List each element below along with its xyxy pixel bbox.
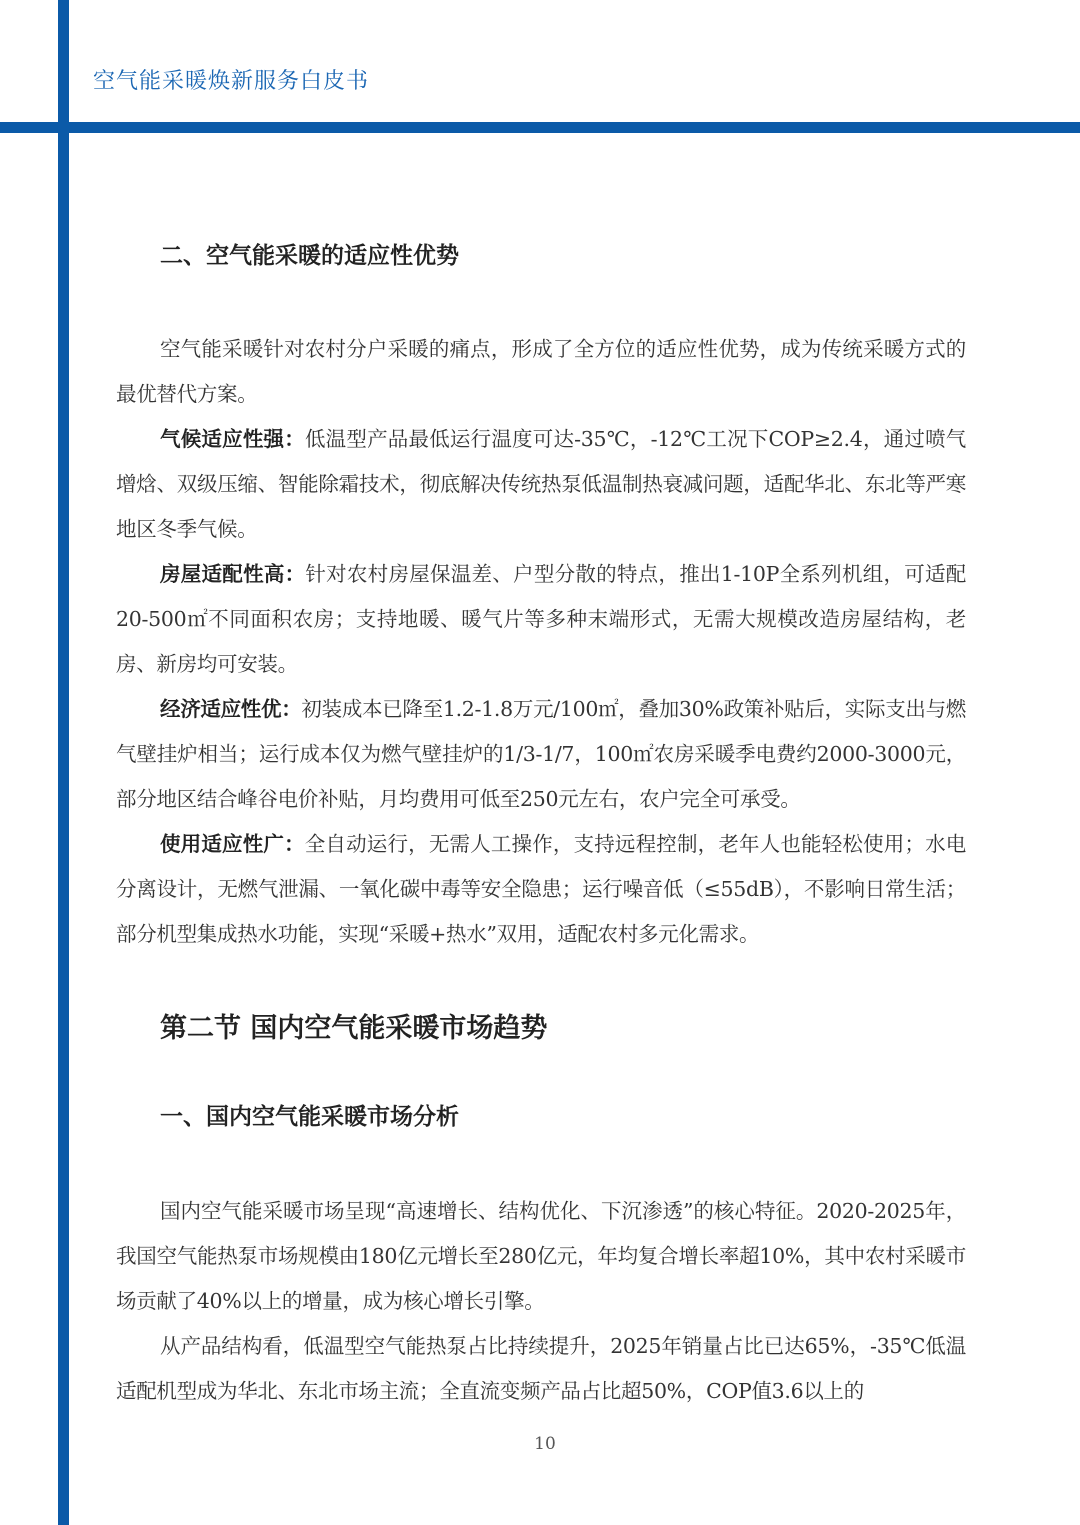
left-accent-bar (58, 0, 69, 1525)
lead-term: 使用适应性广： (160, 832, 305, 856)
header-divider-bar (0, 122, 1080, 133)
paragraph-text: 低温型产品最低运行温度可达-35℃，-12℃工况下COP≥2.4，通过喷气增焓、双级压缩、智能除霜技术，彻底解决传统热泵低温制热衰减问题，适配华北、东北等严寒地区冬季气候。 (116, 427, 966, 541)
chapter-section-heading: 第二节 国内空气能采暖市场趋势 (160, 1013, 548, 1044)
market-paragraph: 国内空气能采暖市场呈现“高速增长、结构优化、下沉渗透”的核心特征。2020-2025年，我国空气能热泵市场规模由180亿元增长至280亿元，年均复合增长率超10%，其中农村采暖市场贡献了40%以上的增量，成为核心增长引擎。 (116, 1199, 966, 1313)
section-heading-adaptability: 二、空气能采暖的适应性优势 (160, 242, 459, 269)
paragraph-text: 针对农村房屋保温差、户型分散的特点，推出1-10P全系列机组，可适配20-500㎡不同面积农房；支持地暖、暖气片等多种末端形式，无需大规模改造房屋结构，老房、新房均可安装。 (116, 562, 966, 676)
section-heading-market-analysis: 一、国内空气能采暖市场分析 (160, 1103, 459, 1130)
intro-paragraph: 空气能采暖针对农村分户采暖的痛点，形成了全方位的适应性优势，成为传统采暖方式的最优替代方案。 (116, 337, 966, 406)
page-number: 10 (534, 1434, 556, 1454)
running-header-title: 空气能采暖焕新服务白皮书 (93, 69, 370, 94)
paragraph-usage-adaptability (116, 822, 966, 957)
paragraph-climate-adaptability (116, 417, 966, 552)
lead-term: 气候适应性强： (160, 427, 305, 451)
lead-term: 房屋适配性高： (160, 562, 306, 586)
market-paragraph: 从产品结构看，低温型空气能热泵占比持续提升，2025年销量占比已达65%，-35℃低温适配机型成为华北、东北市场主流；全直流变频产品占比超50%，COP值3.6以上的 (116, 1334, 966, 1403)
paragraph-housing-adaptability (116, 552, 966, 687)
paragraph-economic-adaptability (116, 687, 966, 822)
paragraph-text: 初装成本已降至1.2-1.8万元/100㎡，叠加30%政策补贴后，实际支出与燃气壁挂炉相当；运行成本仅为燃气壁挂炉的1/3-1/7，100㎡农房采暖季电费约2000-3000元，部分地区结合峰谷电价补贴，月均费用可低至250元左右，农户完全可承受。 (116, 697, 967, 811)
lead-term: 经济适应性优： (160, 697, 302, 721)
paragraph-text: 全自动运行，无需人工操作，支持远程控制，老年人也能轻松使用；水电分离设计，无燃气泄漏、一氧化碳中毒等安全隐患；运行噪音低（≤55dB），不影响日常生活；部分机型集成热水功能，实现“采暖+热水”双用，适配农村多元化需求。 (116, 832, 966, 946)
page-body (116, 238, 966, 1414)
